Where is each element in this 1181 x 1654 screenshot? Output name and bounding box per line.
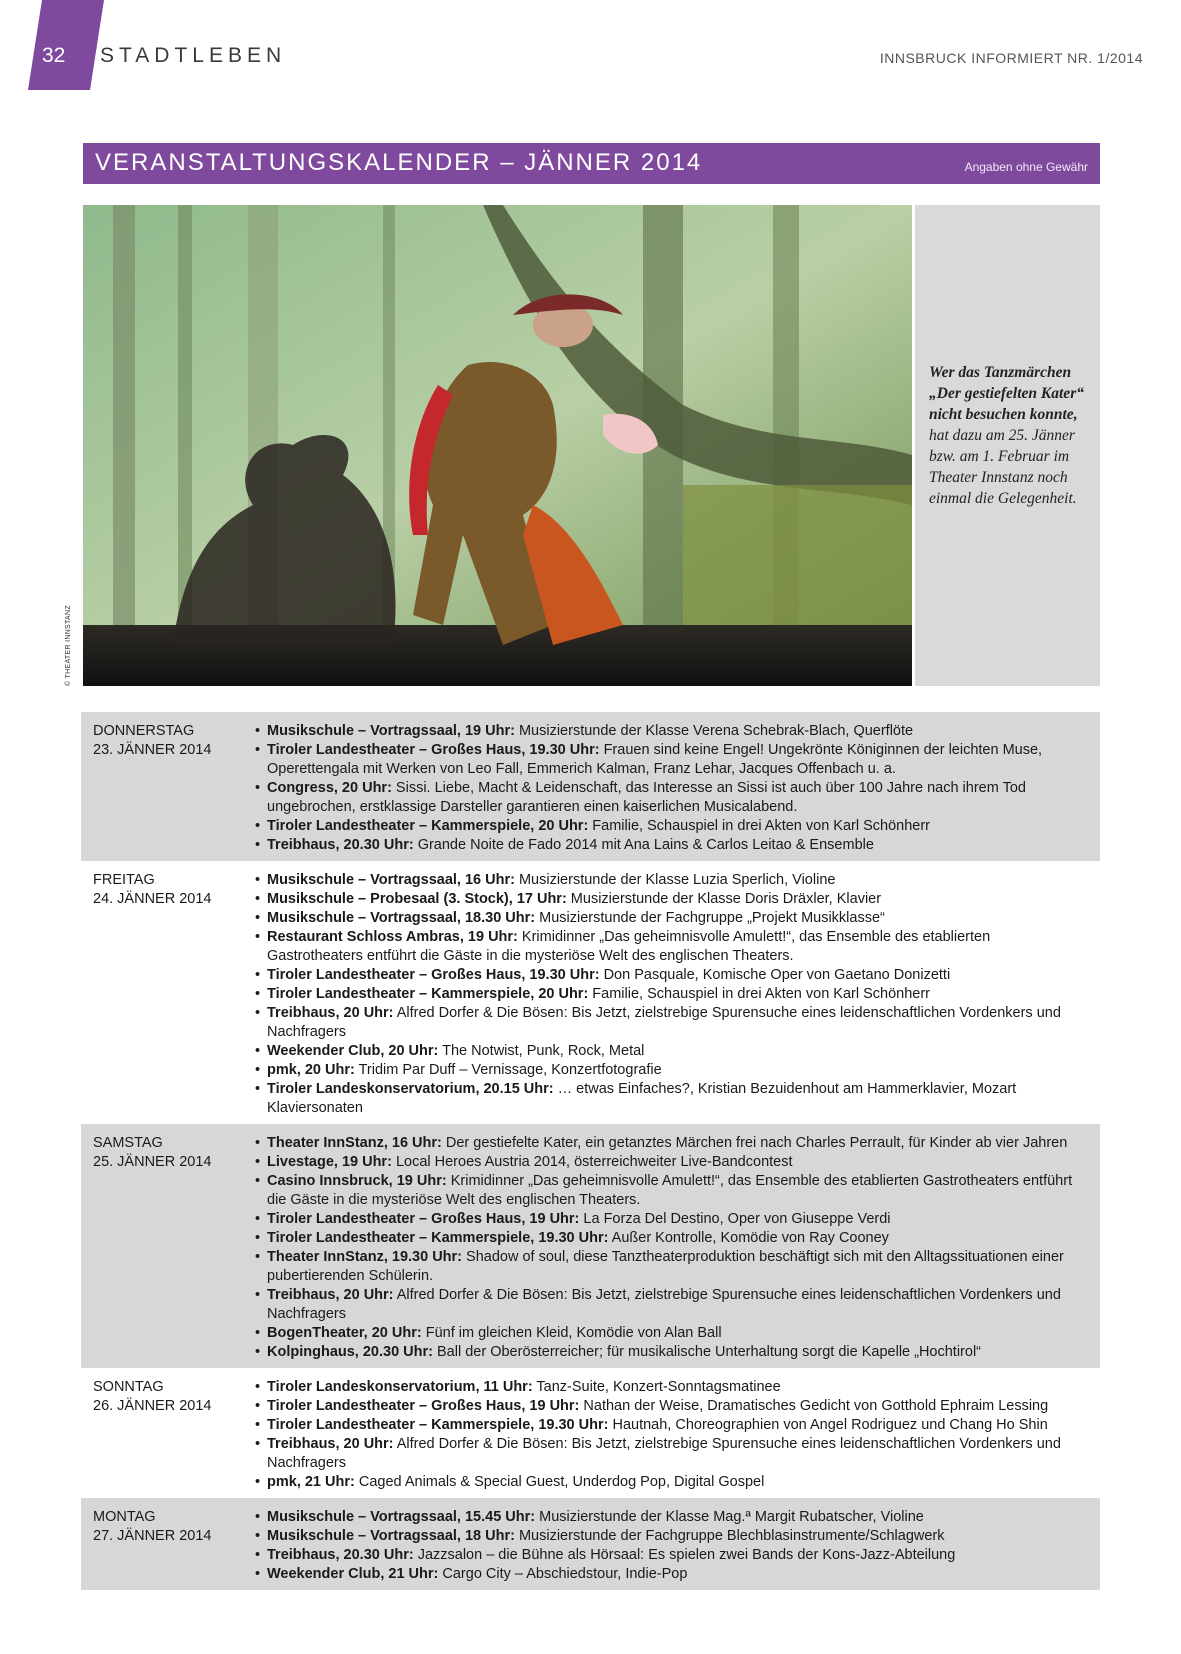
event-item [254,966,1090,985]
day-label [93,1134,254,1362]
event-item [254,871,1090,890]
event-description: Cargo City – Abschiedstour, Indie-Pop [438,1566,688,1582]
event-description: Musizierstunde der Fachgruppe Blechblasinstrumente/Schlagwerk [514,1528,945,1544]
event-venue: Tiroler Landestheater – Kammerspiele, 19.30 Uhr: [267,1417,609,1433]
event-description: Don Pasquale, Komische Oper von Gaetano Donizetti [599,967,951,983]
event-description: Musizierstunde der Klasse Luzia Sperlich, Violine [514,872,836,888]
event-venue: Treibhaus, 20.30 Uhr: [267,1547,414,1563]
event-description: Local Heroes Austria 2014, österreichweiter Live-Bandcontest [391,1154,793,1170]
event-description: Alfred Dorfer & Die Bösen: Bis Jetzt, zielstrebige Spurensuche eines leidenschaftlichen Vordenkers und Nachfragers [267,1005,1061,1040]
date: 25. JÄNNER 2014 [93,1154,212,1170]
event-venue: Tiroler Landestheater – Kammerspiele, 20 Uhr: [267,986,589,1002]
event-item [254,1042,1090,1061]
event-item [254,1435,1090,1473]
event-description: Außer Kontrolle, Komödie von Ray Cooney [608,1230,889,1246]
page-number-tab [28,0,104,90]
date: 26. JÄNNER 2014 [93,1398,212,1414]
event-venue: Tiroler Landestheater – Großes Haus, 19.30 Uhr: [267,967,600,983]
photo-credit: © THEATER INNSTANZ [65,605,72,686]
event-description: Familie, Schauspiel in drei Akten von Karl Schönherr [588,818,931,834]
event-description: Tridim Par Duff – Vernissage, Konzertfotografie [354,1062,662,1078]
calendar-title: VERANSTALTUNGSKALENDER – JÄNNER 2014 [95,149,703,176]
date: 23. JÄNNER 2014 [93,742,212,758]
weekday: SAMSTAG [93,1135,163,1151]
event-item [254,1378,1090,1397]
day-block [81,861,1100,1124]
event-item [254,890,1090,909]
event-venue: Treibhaus, 20.30 Uhr: [267,837,414,853]
event-item [254,928,1090,966]
event-item [254,779,1090,817]
event-venue: Congress, 20 Uhr: [267,780,392,796]
event-list [254,722,1090,855]
weekday: SONNTAG [93,1379,164,1395]
caption-box [915,205,1100,686]
event-item [254,1565,1090,1584]
event-venue: Musikschule – Vortragssaal, 16 Uhr: [267,872,515,888]
event-item [254,722,1090,741]
event-description: Musizierstunde der Fachgruppe „Projekt Musikklasse“ [535,910,885,926]
disclaimer: Angaben ohne Gewähr [964,160,1088,174]
photo-caption [929,362,1094,509]
weekday: FREITAG [93,872,155,888]
event-venue: Theater InnStanz, 19.30 Uhr: [267,1249,462,1265]
event-item [254,741,1090,779]
section-title: STADTLEBEN [100,44,287,67]
event-item [254,1172,1090,1210]
event-description: … etwas Einfaches?, Kristian Bezuidenhout am Hammerklavier, Mozart Klaviersonaten [267,1081,1017,1116]
event-item [254,1324,1090,1343]
event-description: Grande Noite de Fado 2014 mit Ana Lains & Carlos Leitao & Ensemble [413,837,874,853]
event-item [254,1286,1090,1324]
event-venue: Tiroler Landeskonservatorium, 11 Uhr: [267,1379,533,1395]
event-item [254,836,1090,855]
event-venue: Tiroler Landestheater – Großes Haus, 19 Uhr: [267,1398,580,1414]
day-block [81,1368,1100,1498]
event-venue: Restaurant Schloss Ambras, 19 Uhr: [267,929,518,945]
event-item [254,1080,1090,1118]
event-item [254,1061,1090,1080]
event-venue: pmk, 20 Uhr: [267,1062,355,1078]
event-description: Alfred Dorfer & Die Bösen: Bis Jetzt, zielstrebige Spurensuche eines leidenschaftlichen Vordenkers und Nachfragers [267,1287,1061,1322]
page-number: 32 [42,44,66,67]
event-description: Krimidinner „Das geheimnisvolle Amulett!“, das Ensemble des etablierten Gastrotheaters entführt die Gäste in die mysteriöse Welt des englischen Theaters. [267,929,991,964]
event-description: Tanz-Suite, Konzert-Sonntagsmatinee [532,1379,781,1395]
event-venue: Kolpinghaus, 20.30 Uhr: [267,1344,433,1360]
event-description: Musizierstunde der Klasse Verena Schebrak-Blach, Querflöte [514,723,914,739]
day-block [81,712,1100,861]
event-list [254,871,1090,1118]
event-item [254,909,1090,928]
event-description: Hautnah, Choreographien von Angel Rodriguez und Chang Ho Shin [608,1417,1048,1433]
day-label [93,1508,254,1584]
event-venue: Tiroler Landestheater – Kammerspiele, 19.30 Uhr: [267,1230,609,1246]
event-list [254,1134,1090,1362]
event-item [254,1134,1090,1153]
theater-photo [83,205,912,686]
event-description: Musizierstunde der Klasse Mag.ª Margit Rubatscher, Violine [535,1509,924,1525]
caption-text: hat dazu am 25. Jänner bzw. am 1. Februar im Theater Innstanz noch einmal die Gelegenheit. [929,427,1077,507]
event-item [254,1153,1090,1172]
event-item [254,1397,1090,1416]
event-item [254,1546,1090,1565]
event-venue: Musikschule – Vortragssaal, 18 Uhr: [267,1528,515,1544]
event-venue: BogenTheater, 20 Uhr: [267,1325,422,1341]
day-label [93,722,254,855]
event-item [254,1527,1090,1546]
event-venue: Musikschule – Probesaal (3. Stock), 17 Uhr: [267,891,567,907]
event-description: Familie, Schauspiel in drei Akten von Karl Schönherr [588,986,931,1002]
event-item [254,1343,1090,1362]
event-venue: Musikschule – Vortragssaal, 15.45 Uhr: [267,1509,536,1525]
event-description: Nathan der Weise, Dramatisches Gedicht von Gotthold Ephraim Lessing [579,1398,1049,1414]
event-item [254,1473,1090,1492]
event-item [254,1508,1090,1527]
event-description: Alfred Dorfer & Die Bösen: Bis Jetzt, zielstrebige Spurensuche eines leidenschaftlichen Vordenkers und Nachfragers [267,1436,1061,1471]
event-item [254,1229,1090,1248]
magazine-issue: INNSBRUCK INFORMIERT NR. 1/2014 [879,50,1143,66]
event-venue: Weekender Club, 21 Uhr: [267,1566,439,1582]
event-venue: Tiroler Landestheater – Kammerspiele, 20 Uhr: [267,818,589,834]
event-item [254,1248,1090,1286]
event-item [254,1004,1090,1042]
caption-lead: Wer das Tanzmärchen „Der gestiefelten Kater“ nicht besuchen konnte, [929,364,1084,423]
event-item [254,1416,1090,1435]
event-venue: Treibhaus, 20 Uhr: [267,1287,394,1303]
event-venue: Livestage, 19 Uhr: [267,1154,392,1170]
day-block [81,1124,1100,1368]
event-venue: Musikschule – Vortragssaal, 18.30 Uhr: [267,910,536,926]
date: 27. JÄNNER 2014 [93,1528,212,1544]
event-description: La Forza Del Destino, Oper von Giuseppe Verdi [579,1211,891,1227]
event-venue: pmk, 21 Uhr: [267,1474,355,1490]
event-description: Musizierstunde der Klasse Doris Dräxler, Klavier [566,891,882,907]
event-venue: Weekender Club, 20 Uhr: [267,1043,439,1059]
event-description: Caged Animals & Special Guest, Underdog Pop, Digital Gospel [354,1474,765,1490]
event-venue: Tiroler Landeskonservatorium, 20.15 Uhr: [267,1081,554,1097]
day-label [93,871,254,1118]
calendar-title-bar [83,143,1100,184]
event-venue: Treibhaus, 20 Uhr: [267,1005,394,1021]
event-venue: Casino Innsbruck, 19 Uhr: [267,1173,447,1189]
event-list [254,1378,1090,1492]
event-item [254,1210,1090,1229]
event-list [254,1508,1090,1584]
weekday: DONNERSTAG [93,723,195,739]
event-description: Shadow of soul, diese Tanztheaterproduktion beschäftigt sich mit den Alltagssituationen einer pubertierenden Schülerin. [267,1249,1064,1284]
event-description: Sissi. Liebe, Macht & Leidenschaft, das Interesse an Sissi ist auch über 100 Jahre nach ihrem Tod ungebrochen, erstklassige Darsteller garantieren einen kaiserlichen Musicalabend. [267,780,1026,815]
event-description: Der gestiefelte Kater, ein getanztes Märchen frei nach Charles Perrault, für Kinder ab vier Jahren [441,1135,1068,1151]
event-description: Ball der Oberösterreicher; für musikalische Unterhaltung sorgt die Kapelle „Hochtirol“ [432,1344,982,1360]
event-venue: Treibhaus, 20 Uhr: [267,1436,394,1452]
date: 24. JÄNNER 2014 [93,891,212,907]
event-calendar [81,712,1100,1590]
event-description: Jazzsalon – die Bühne als Hörsaal: Es spielen zwei Bands der Kons-Jazz-Abteilung [413,1547,956,1563]
day-block [81,1498,1100,1590]
event-description: Fünf im gleichen Kleid, Komödie von Alan Ball [421,1325,722,1341]
event-description: Krimidinner „Das geheimnisvolle Amulett!“, das Ensemble des etablierten Gastrotheaters entführt die Gäste in die mysteriöse Welt des englischen Theaters. [267,1173,1073,1208]
event-venue: Tiroler Landestheater – Großes Haus, 19 Uhr: [267,1211,580,1227]
event-venue: Theater InnStanz, 16 Uhr: [267,1135,442,1151]
event-venue: Musikschule – Vortragssaal, 19 Uhr: [267,723,515,739]
event-description: The Notwist, Punk, Rock, Metal [438,1043,645,1059]
event-description: Frauen sind keine Engel! Ungekrönte Königinnen der leichten Muse, Operettengala mit Werken von Leo Fall, Emmerich Kalman, Franz Lehar, Jacques Offenbach u. a. [267,742,1043,777]
event-item [254,817,1090,836]
day-label [93,1378,254,1492]
event-item [254,985,1090,1004]
weekday: MONTAG [93,1509,156,1525]
event-venue: Tiroler Landestheater – Großes Haus, 19.30 Uhr: [267,742,600,758]
